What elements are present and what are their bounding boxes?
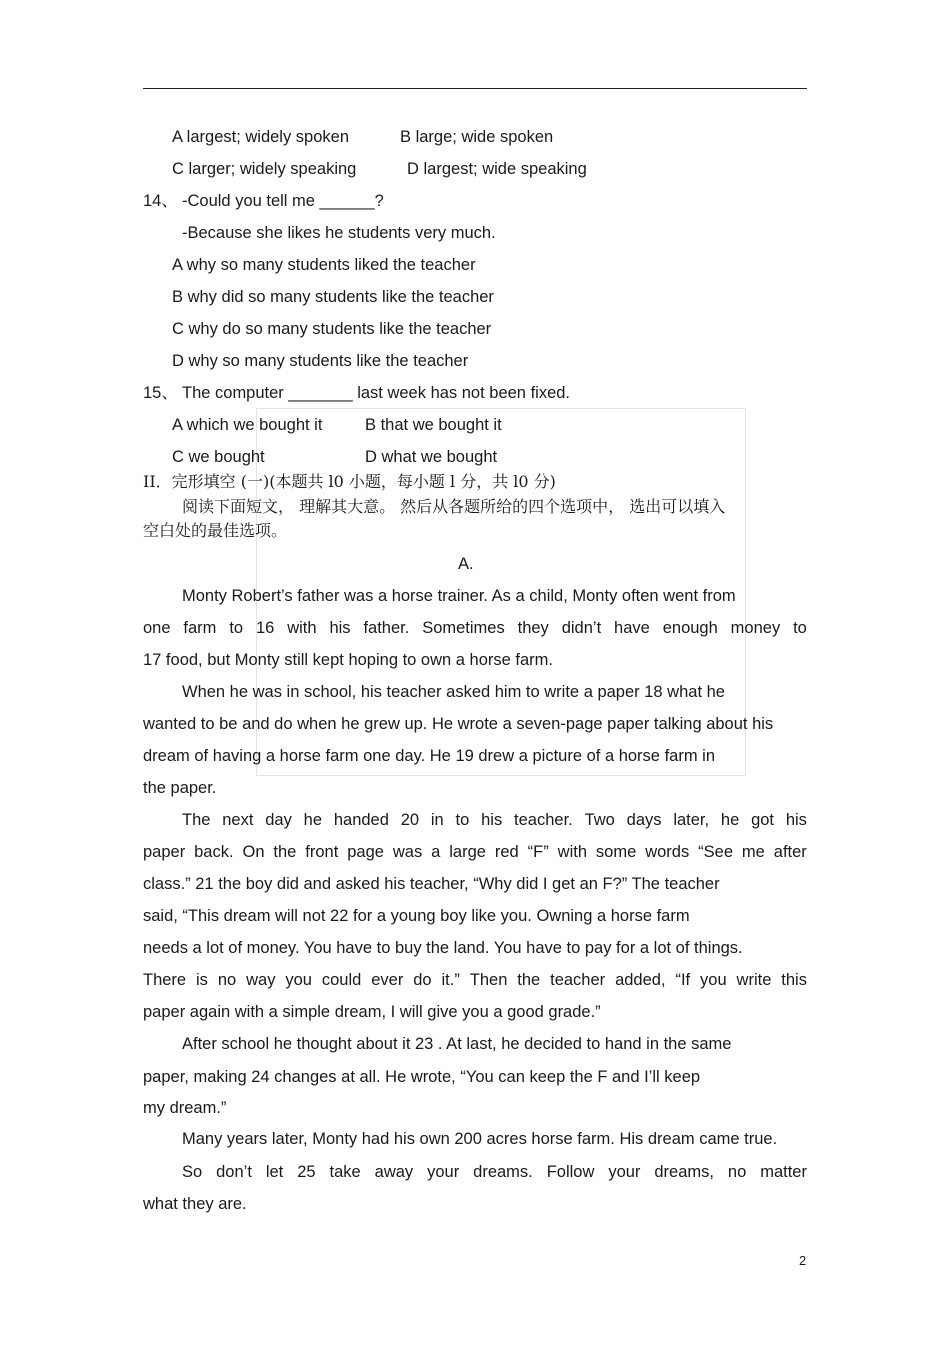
word: they (517, 619, 549, 637)
word: was (392, 843, 423, 861)
word: with (287, 619, 317, 637)
word: no (727, 1163, 747, 1181)
p3-line-4: said, “This dream will not 22 for a young boy like you. Owning a horse farm (143, 907, 690, 925)
word: away (374, 1163, 414, 1181)
word: with (557, 843, 587, 861)
word: his (785, 811, 807, 829)
word: dreams, (654, 1163, 714, 1181)
word: Sometimes (422, 619, 505, 637)
word: words (645, 843, 690, 861)
word: teacher (550, 971, 606, 989)
p4-line-1: After school he thought about it 23 . At last, he decided to hand in the same (182, 1035, 732, 1053)
word: 20 (400, 811, 420, 829)
word: ever (371, 971, 404, 989)
word: he (720, 811, 740, 829)
q14-question: -Could you tell me ______? (182, 192, 384, 210)
p3-line-2 (143, 842, 807, 862)
word: do (413, 971, 432, 989)
word: me (741, 843, 765, 861)
word: teacher. (514, 811, 573, 829)
word: red (494, 843, 519, 861)
word: he (303, 811, 323, 829)
word: you (285, 971, 312, 989)
word: Then (469, 971, 508, 989)
word: So (182, 1163, 203, 1181)
q14-reply: -Because she likes he students very much. (182, 224, 496, 242)
word: your (427, 1163, 460, 1181)
word: some (595, 843, 637, 861)
q13-option-c: C larger; widely speaking (172, 160, 357, 178)
word: front (305, 843, 339, 861)
word: have (614, 619, 650, 637)
p2-line-4: the paper. (143, 779, 217, 797)
p6-line-2: what they are. (143, 1195, 247, 1213)
q14-option-c: C why do so many students like the teacher (172, 320, 492, 338)
q15-option-c: C we bought (172, 448, 265, 466)
word: “See (698, 843, 733, 861)
word: day (265, 811, 292, 829)
q14-option-b: B why did so many students like the teacher (172, 288, 494, 306)
p3-line-3: class.” 21 the boy did and asked his teacher, “Why did I get an F?” The teacher (143, 875, 720, 893)
word: added, (615, 971, 666, 989)
word: “F” (527, 843, 549, 861)
word: your (608, 1163, 641, 1181)
word: no (217, 971, 237, 989)
word: don’t (216, 1163, 252, 1181)
word: 25 (297, 1163, 316, 1181)
p3-line-5: needs a lot of money. You have to buy the land. You have to pay for a lot of things. (143, 939, 743, 957)
section2-instruction-1: 阅读下面短文， 理解其大意。 然后从各题所给的四个选项中， 选出可以填入 (182, 497, 726, 516)
word: one (143, 619, 171, 637)
header-rule (143, 88, 807, 89)
word: father. (363, 619, 410, 637)
word: Follow (546, 1163, 595, 1181)
p1-line-2 (143, 618, 807, 638)
word: Two (584, 811, 615, 829)
word: page (347, 843, 384, 861)
passage-label: A. (458, 555, 474, 573)
p2-line-2: wanted to be and do when he grew up. He wrote a seven-page paper talking about his (143, 715, 774, 733)
word: his (329, 619, 351, 637)
word: way (246, 971, 276, 989)
word: later, (673, 811, 710, 829)
word: write (736, 971, 772, 989)
word: money (730, 619, 781, 637)
page-number: 2 (799, 1253, 807, 1268)
q15-option-b: B that we bought it (365, 416, 502, 434)
word: enough (662, 619, 718, 637)
word: after (773, 843, 807, 861)
p3-line-1 (182, 810, 807, 830)
word: to (455, 811, 470, 829)
word: 16 (255, 619, 275, 637)
word: “If (675, 971, 691, 989)
p3-line-7: paper again with a simple dream, I will give you a good grade.” (143, 1003, 601, 1021)
word: could (321, 971, 362, 989)
q15-number: 15、 (143, 384, 178, 402)
word: let (265, 1163, 284, 1181)
section2-instruction-2: 空白处的最佳选项。 (143, 521, 288, 540)
p1-line-3: 17 food, but Monty still kept hoping to own a horse farm. (143, 651, 553, 669)
p2-line-3: dream of having a horse farm one day. He 19 drew a picture of a horse farm in (143, 747, 715, 765)
word: a (431, 843, 441, 861)
word: you (700, 971, 727, 989)
word: his (481, 811, 503, 829)
q15-option-d: D what we bought (365, 448, 498, 466)
q13-option-d: D largest; wide speaking (407, 160, 587, 178)
q13-option-b: B large; wide spoken (400, 128, 554, 146)
word: is (196, 971, 208, 989)
word: large (449, 843, 486, 861)
word: back. (194, 843, 234, 861)
p4-line-3: my dream.” (143, 1099, 227, 1117)
p4-line-2: paper, making 24 changes at all. He wrote, “You can keep the F and I’ll keep (143, 1068, 701, 1086)
q13-option-a: A largest; widely spoken (172, 128, 350, 146)
word: the (273, 843, 297, 861)
word: farm (183, 619, 217, 637)
q14-option-a: A why so many students liked the teacher (172, 256, 476, 274)
word: got (751, 811, 775, 829)
q14-option-d: D why so many students like the teacher (172, 352, 469, 370)
word: to (229, 619, 244, 637)
word: handed (333, 811, 389, 829)
word: matter (760, 1163, 807, 1181)
word: to (793, 619, 807, 637)
word: The (182, 811, 211, 829)
p3-line-6 (143, 970, 807, 990)
word: it.” (441, 971, 460, 989)
word: the (517, 971, 541, 989)
word: There (143, 971, 187, 989)
p1-line-1: Monty Robert’s father was a horse trainer. As a child, Monty often went from (182, 587, 736, 605)
word: days (626, 811, 662, 829)
p5-line-1: Many years later, Monty had his own 200 acres horse farm. His dream came true. (182, 1130, 778, 1148)
section2-heading: II．完形填空 (一)(本题共 l0 小题，每小题 l 分，共 l0 分) (143, 472, 556, 491)
p2-line-1: When he was in school, his teacher asked him to write a paper 18 what he (182, 683, 725, 701)
word: dreams. (473, 1163, 533, 1181)
word: next (222, 811, 254, 829)
q14-number: 14、 (143, 192, 178, 210)
p6-line-1 (182, 1162, 807, 1182)
word: this (781, 971, 807, 989)
word: in (430, 811, 444, 829)
word: paper (143, 843, 186, 861)
word: take (329, 1163, 361, 1181)
word: On (242, 843, 265, 861)
word: didn’t (561, 619, 602, 637)
q15-option-a: A which we bought it (172, 416, 323, 434)
q15-question: The computer _______ last week has not been fixed. (182, 384, 570, 402)
